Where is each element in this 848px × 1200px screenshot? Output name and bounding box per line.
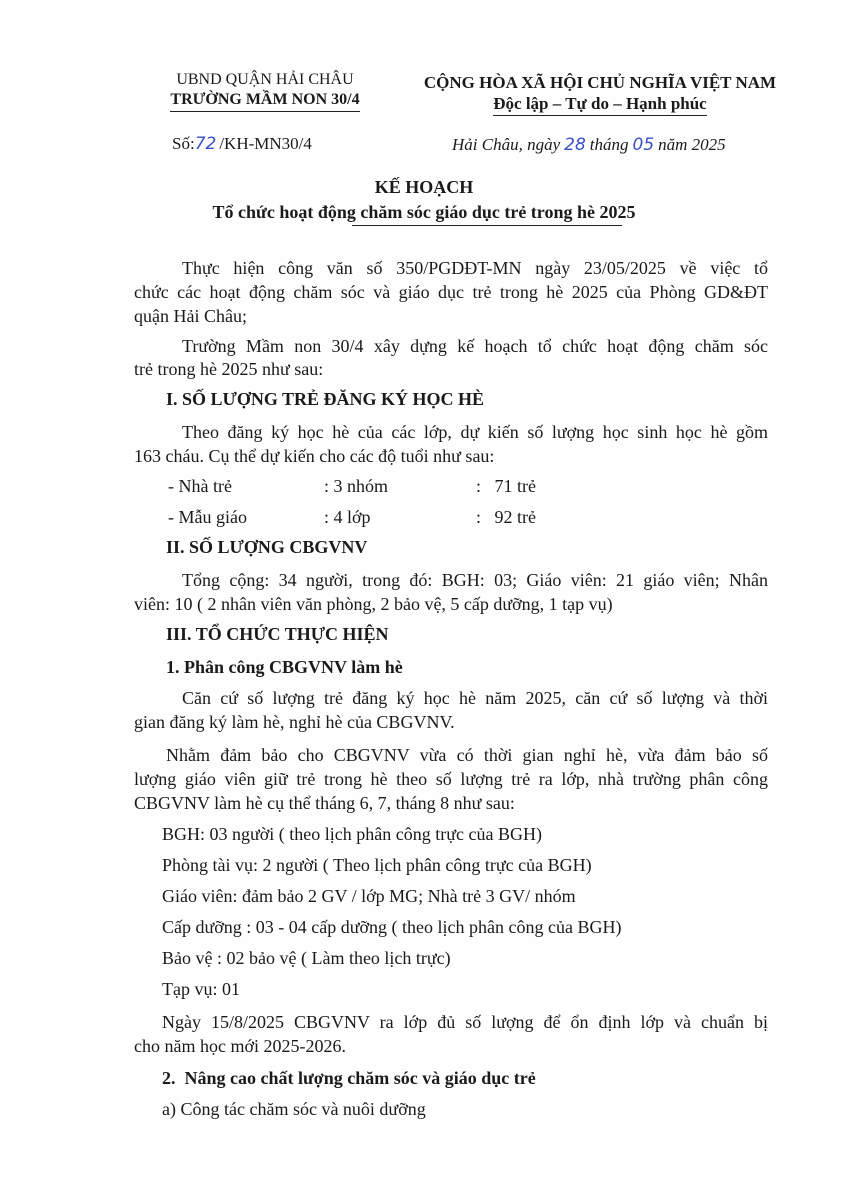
subsection-1-paragraph-3-line-2: cho năm học mới 2025-2026.	[134, 1036, 346, 1056]
subsection-2-heading: 2. Nâng cao chất lượng chăm sóc và giáo dục trẻ	[162, 1068, 536, 1088]
assignment-item: Cấp dưỡng : 03 - 04 cấp dưỡng ( theo lịch phân công của BGH)	[162, 917, 622, 937]
handwritten-month: 05	[632, 135, 655, 155]
subsection-1-heading: 1. Phân công CBGVNV làm hè	[166, 657, 403, 677]
date-line: Hải Châu, ngày 28 tháng 05 năm 2025	[452, 135, 726, 155]
subsection-1-paragraph-1-line-2: gian đăng ký làm hè, nghỉ hè của CBGVNV.	[134, 712, 455, 732]
assignment-item: Phòng tài vụ: 2 người ( Theo lịch phân công trực của BGH)	[162, 855, 592, 875]
enrollment-groups: : 3 nhóm	[324, 476, 389, 496]
subsection-1-paragraph-2-line-1: Nhằm đảm bảo cho CBGVNV vừa có thời gian nghỉ hè, vừa đảm bảo số	[166, 745, 768, 765]
document-subtitle: Tổ chức hoạt động chăm sóc giáo dục trẻ trong hè 2025	[212, 202, 636, 222]
enrollment-count: : 71 trẻ	[476, 476, 536, 496]
national-motto: Độc lập – Tự do – Hạnh phúc	[400, 93, 800, 116]
assignment-item: BGH: 03 người ( theo lịch phân công trực của BGH)	[162, 824, 542, 844]
intro-paragraph-2-line-1: Trường Mầm non 30/4 xây dựng kế hoạch tổ chức hoạt động chăm sóc	[182, 336, 768, 356]
intro-paragraph-1-line-1: Thực hiện công văn số 350/PGDĐT-MN ngày 23/05/2025 về việc tổ	[182, 258, 768, 278]
section-1-heading: I. SỐ LƯỢNG TRẺ ĐĂNG KÝ HỌC HÈ	[166, 389, 485, 409]
document-number: Số:72 /KH-MN30/4	[172, 134, 312, 154]
national-title: CỘNG HÒA XÃ HỘI CHỦ NGHĨA VIỆT NAM	[423, 73, 777, 92]
handwritten-number: 72	[194, 134, 217, 154]
subsection-2a-heading: a) Công tác chăm sóc và nuôi dưỡng	[162, 1099, 426, 1119]
subsection-1-paragraph-3-line-1: Ngày 15/8/2025 CBGVNV ra lớp đủ số lượng để ổn định lớp và chuẩn bị	[162, 1012, 768, 1032]
section-3-heading: III. TỔ CHỨC THỰC HIỆN	[166, 624, 389, 644]
intro-paragraph-2-line-2: trẻ trong hè 2025 như sau:	[134, 359, 324, 379]
enrollment-row-nursery	[0, 474, 848, 498]
assignment-item: Bảo vệ : 02 bảo vệ ( Làm theo lịch trực)	[162, 948, 451, 968]
enrollment-label: - Mẫu giáo	[168, 507, 247, 527]
section-2-line-1: Tổng cộng: 34 người, trong đó: BGH: 03; Giáo viên: 21 giáo viên; Nhân	[182, 570, 768, 590]
enrollment-groups: : 4 lớp	[324, 507, 371, 527]
assignment-item: Tạp vụ: 01	[162, 979, 240, 999]
document-title: KẾ HOẠCH	[374, 177, 474, 197]
enrollment-label: - Nhà trẻ	[168, 476, 232, 496]
issuing-authority: UBND QUẬN HẢI CHÂU	[176, 71, 354, 88]
intro-paragraph-1-line-2: chức các hoạt động chăm sóc và giáo dục trẻ trong hè 2025 của Phòng GD&ĐT	[134, 282, 768, 302]
intro-paragraph-1-line-3: quận Hải Châu;	[134, 306, 247, 326]
section-2-line-2: viên: 10 ( 2 nhân viên văn phòng, 2 bảo vệ, 5 cấp dưỡng, 1 tạp vụ)	[134, 594, 613, 614]
enrollment-count: : 92 trẻ	[476, 507, 536, 527]
handwritten-day: 28	[564, 135, 586, 155]
national-motto-block	[400, 72, 800, 116]
section-1-line-1: Theo đăng ký học hè của các lớp, dự kiến số lượng học sinh học hè gồm	[182, 422, 768, 442]
subsection-1-paragraph-2-line-3: CBGVNV làm hè cụ thể tháng 6, 7, tháng 8 như sau:	[134, 793, 515, 813]
section-1-line-2: 163 cháu. Cụ thể dự kiến cho các độ tuổi như sau:	[134, 446, 495, 466]
subsection-1-paragraph-1-line-1: Căn cứ số lượng trẻ đăng ký học hè năm 2025, căn cứ số lượng và thời	[182, 688, 768, 708]
enrollment-row-kindergarten	[0, 505, 848, 529]
section-2-heading: II. SỐ LƯỢNG CBGVNV	[166, 537, 368, 557]
assignment-item: Giáo viên: đảm bảo 2 GV / lớp MG; Nhà trẻ 3 GV/ nhóm	[162, 886, 576, 906]
school-name: TRƯỜNG MẦM NON 30/4	[150, 90, 380, 112]
subsection-1-paragraph-2-line-2: lượng giáo viên giữ trẻ trong hè theo số lượng trẻ ra lớp, nhà trường phân công	[134, 769, 768, 789]
issuing-authority-block	[150, 70, 380, 112]
subtitle-underline	[352, 225, 622, 226]
